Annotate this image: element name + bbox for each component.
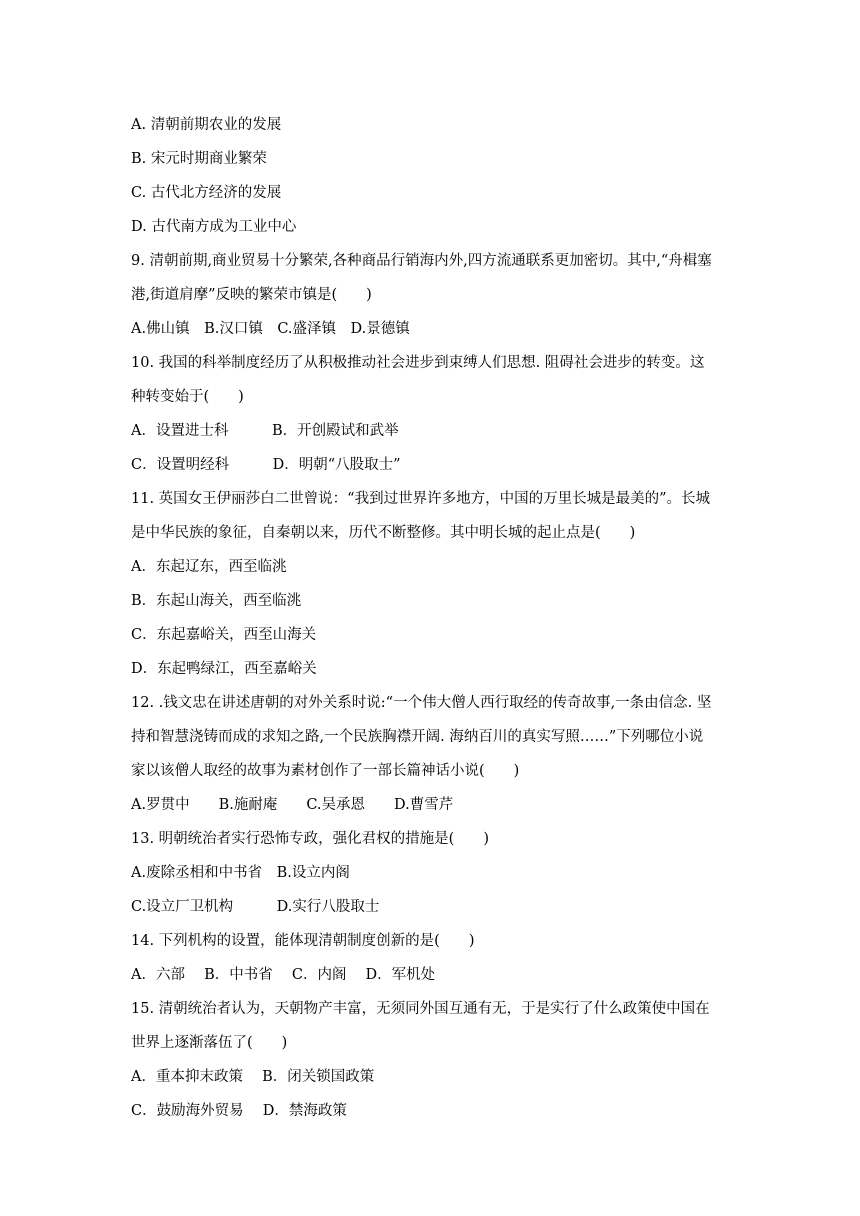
question-15-line: 15. 清朝统治者认为，天朝物产丰富，无须同外国互通有无，于是实行了什么政策使中国在	[131, 1001, 710, 1017]
question-9-line: 港,街道肩摩”反映的繁荣市镇是( )	[131, 287, 372, 303]
option-line: B. 宋元时期商业繁荣	[131, 151, 267, 167]
question-14-options: A．六部 B．中书省 C．内阁 D．军机处	[131, 967, 436, 983]
question-9-line: 9. 清朝前期,商业贸易十分繁荣,各种商品行销海内外,四方流通联系更加密切。其中,“舟楫塞	[131, 253, 712, 269]
option-line: C. 古代北方经济的发展	[131, 185, 282, 201]
question-10-options: C．设置明经科 D．明朝“八股取士”	[131, 457, 401, 473]
question-12-line: 持和智慧浇铸而成的求知之路,一个民族胸襟开阔. 海纳百川的真实写照……”下列哪位小说	[131, 729, 704, 745]
question-11-line: 11. 英国女王伊丽莎白二世曾说：“我到过世界许多地方，中国的万里长城是最美的”。长城	[131, 491, 710, 507]
question-10-line: 种转变始于( )	[131, 389, 244, 405]
question-12-options: A.罗贯中 B.施耐庵 C.吴承恩 D.曹雪芹	[131, 797, 454, 813]
question-15-options: C．鼓励海外贸易 D．禁海政策	[131, 1103, 347, 1119]
question-10-line: 10. 我国的科举制度经历了从积极推动社会进步到束缚人们思想. 阻碍社会进步的转变。这	[131, 355, 705, 371]
question-15-options: A．重本抑末政策 B．闭关锁国政策	[131, 1069, 375, 1085]
document-content	[131, 108, 731, 1128]
question-11-line: 是中华民族的象征，自秦朝以来，历代不断整修。其中明长城的起止点是( )	[131, 525, 636, 541]
question-9-options: A.佛山镇 B.汉口镇 C.盛泽镇 D.景德镇	[131, 321, 410, 337]
question-13-options: A.废除丞相和中书省 B.设立内阁	[131, 865, 350, 881]
option-line: D. 古代南方成为工业中心	[131, 219, 297, 235]
question-12-line: 家以该僧人取经的故事为素材创作了一部长篇神话小说( )	[131, 763, 520, 779]
question-11-option: C．东起嘉峪关，西至山海关	[131, 627, 317, 643]
question-13-line: 13. 明朝统治者实行恐怖专政，强化君权的措施是( )	[131, 831, 489, 847]
question-10-options: A．设置进士科 B．开创殿试和武举	[131, 423, 399, 439]
option-line: A. 清朝前期农业的发展	[131, 117, 282, 133]
question-11-option: B．东起山海关，西至临洮	[131, 593, 302, 609]
question-14-line: 14. 下列机构的设置，能体现清朝制度创新的是( )	[131, 933, 475, 949]
question-15-line: 世界上逐渐落伍了( )	[131, 1035, 288, 1051]
question-11-option: D．东起鸭绿江，西至嘉峪关	[131, 661, 317, 677]
question-13-options: C.设立厂卫机构 D.实行八股取士	[131, 899, 380, 915]
question-12-line: 12. .钱文忠在讲述唐朝的对外关系时说:“一个伟大僧人西行取经的传奇故事,一条由信念. 坚	[131, 695, 712, 711]
question-11-option: A．东起辽东，西至临洮	[131, 559, 287, 575]
